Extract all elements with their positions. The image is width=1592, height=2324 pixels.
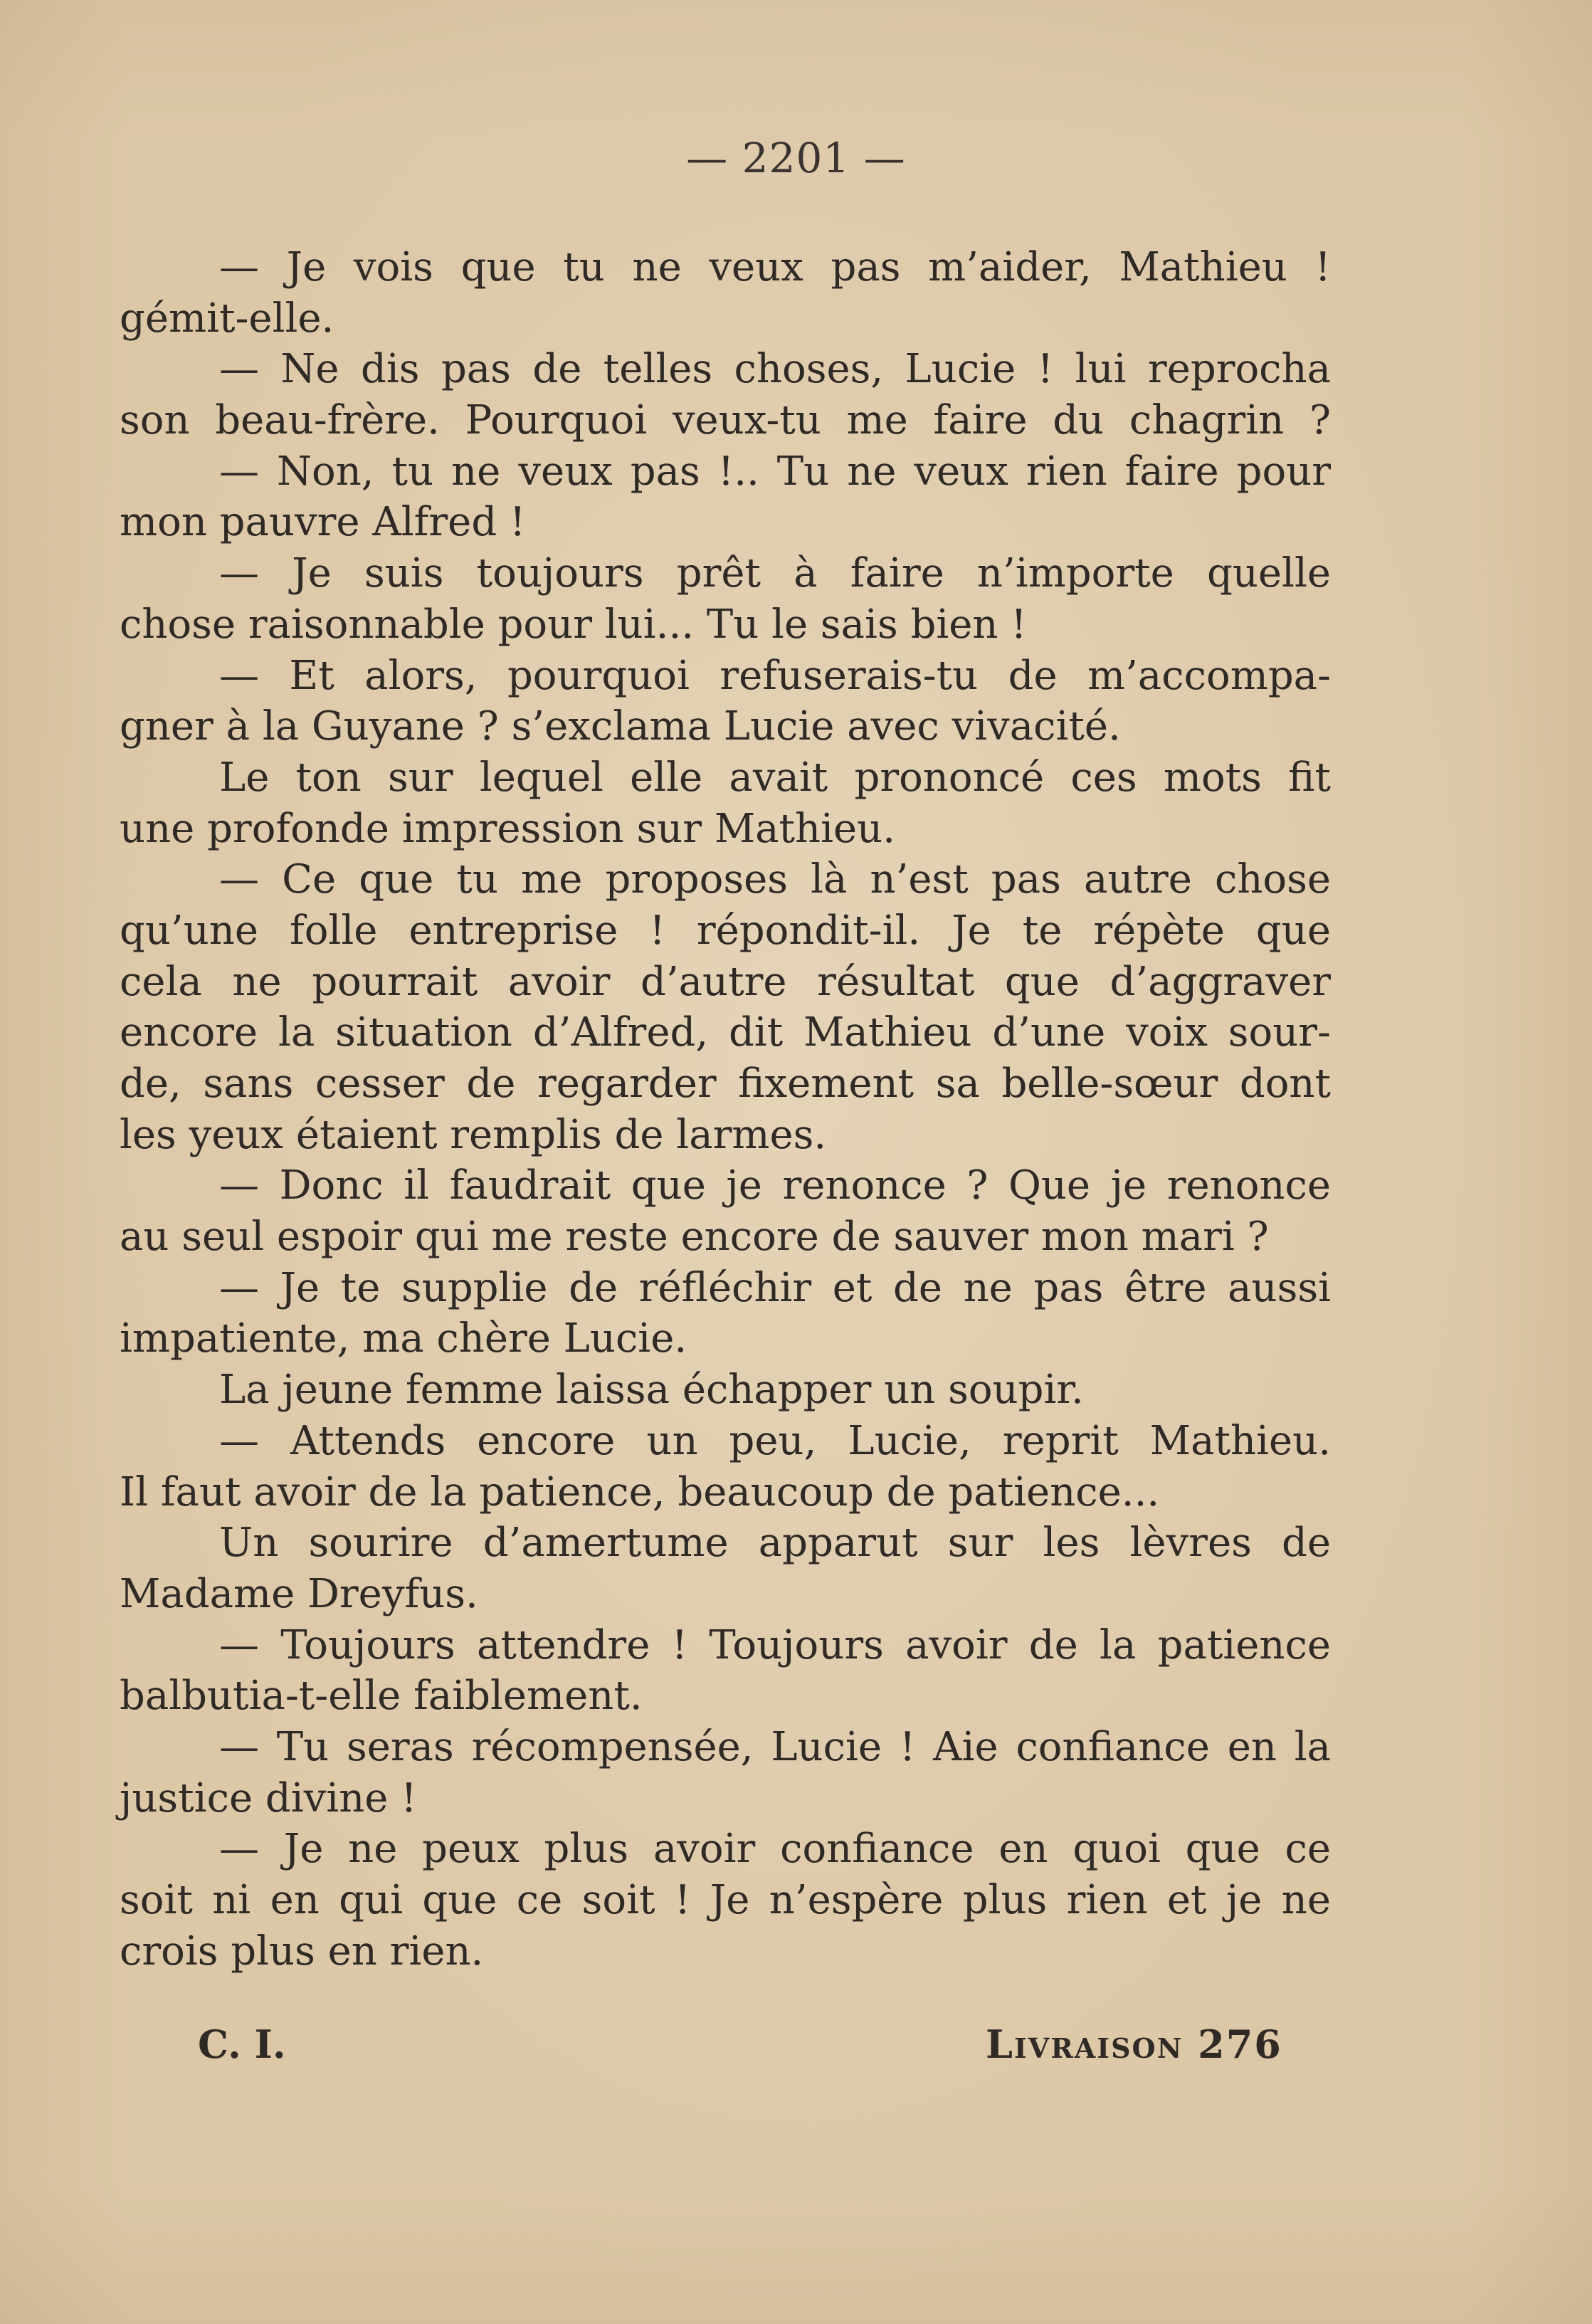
text-line: — Ne dis pas de telles choses, Lucie ! lui reprocha	[219, 346, 1331, 393]
text-line: Le ton sur lequel elle avait prononcé ces mots fit	[219, 754, 1331, 801]
page-number: — 2201 —	[686, 134, 906, 182]
text-line: au seul espoir qui me reste encore de sauver mon mari ?	[120, 1214, 1269, 1261]
text-line: encore la situation d’Alfred, dit Mathieu d’une voix sour-	[120, 1009, 1331, 1056]
text-line: Madame Dreyfus.	[120, 1570, 478, 1617]
text-line: crois plus en rien.	[120, 1928, 484, 1975]
livraison-label: Livraison 276	[986, 2021, 1282, 2067]
text-line: cela ne pourrait avoir d’autre résultat que d’aggraver	[120, 958, 1331, 1005]
text-line: impatiente, ma chère Lucie.	[120, 1315, 687, 1362]
text-line: soit ni en qui que ce soit ! Je n’espère plus rien et je ne	[120, 1877, 1331, 1923]
text-line: Il faut avoir de la patience, beaucoup de patience...	[120, 1468, 1160, 1515]
text-line: La jeune femme laissa échapper un soupir.	[219, 1367, 1084, 1414]
text-line: balbutia-t-elle faiblement.	[120, 1673, 643, 1720]
text-line: les yeux étaient remplis de larmes.	[120, 1111, 827, 1158]
text-line: Un sourire d’amertume apparut sur les lèvres de	[219, 1520, 1331, 1567]
text-line: chose raisonnable pour lui... Tu le sais bien !	[120, 601, 1027, 648]
text-line: — Je suis toujours prêt à faire n’importe quelle	[219, 550, 1331, 597]
text-line: — Donc il faudrait que je renonce ? Que je renonce	[219, 1162, 1331, 1209]
text-line: une profonde impression sur Mathieu.	[120, 805, 896, 852]
page-footer	[0, 2021, 1592, 2071]
text-line: gémit-elle.	[120, 295, 334, 342]
text-line: mon pauvre Alfred !	[120, 499, 526, 546]
signature-mark: C. I.	[198, 2021, 286, 2067]
text-line: de, sans cesser de regarder fixement sa belle-sœur dont	[120, 1061, 1331, 1107]
text-line: son beau-frère. Pourquoi veux-tu me faire du chagrin ?	[120, 397, 1331, 444]
text-line: — Tu seras récompensée, Lucie ! Aie confiance en la	[219, 1723, 1331, 1770]
text-line: — Ce que tu me proposes là n’est pas autre chose	[219, 856, 1331, 903]
text-line: — Non, tu ne veux pas !.. Tu ne veux rien faire pour	[219, 448, 1331, 495]
text-line: — Je ne peux plus avoir confiance en quoi que ce	[219, 1826, 1331, 1873]
text-line: — Je vois que tu ne veux pas m’aider, Mathieu !	[219, 244, 1331, 290]
text-line: qu’une folle entreprise ! répondit-il. Je te répète que	[120, 907, 1331, 954]
body-text	[120, 242, 1331, 1977]
text-line: — Toujours attendre ! Toujours avoir de la patience	[219, 1621, 1331, 1668]
text-line: — Attends encore un peu, Lucie, reprit Mathieu.	[219, 1417, 1331, 1464]
text-line: justice divine !	[120, 1774, 417, 1821]
text-line: — Je te supplie de réfléchir et de ne pas être aussi	[219, 1264, 1331, 1311]
text-line: — Et alors, pourquoi refuserais-tu de m’accompa-	[219, 652, 1331, 699]
text-line: gner à la Guyane ? s’exclama Lucie avec vivacité.	[120, 703, 1121, 750]
